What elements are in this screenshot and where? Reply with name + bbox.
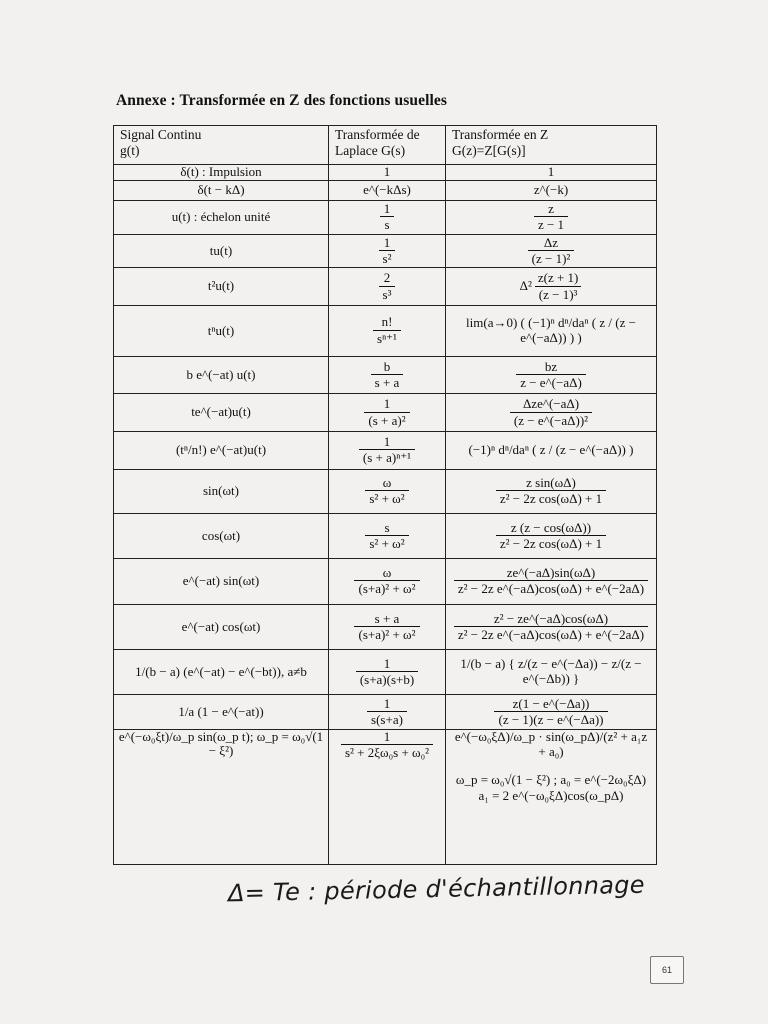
fraction xyxy=(510,397,592,428)
numerator: z(z + 1) xyxy=(537,270,579,286)
signal-text: 1/(b − a) (e^(−at) − e^(−bt)), a≠b xyxy=(135,664,307,680)
laplace-cell xyxy=(329,558,446,604)
fraction xyxy=(379,271,396,302)
denominator: (z − 1)² xyxy=(528,250,575,266)
z-transform-cell xyxy=(446,729,657,864)
denominator: s + a xyxy=(371,374,404,390)
header-z: Transformée en Z G(z)=Z[G(s)] xyxy=(446,126,657,165)
formula: e^(−ω₀ξΔ)/ω_p · sin(ω_pΔ)/(z² + a₁z + a₀) xyxy=(454,729,648,759)
table-row xyxy=(114,469,657,514)
z-transform-cell xyxy=(446,514,657,559)
laplace-cell xyxy=(329,650,446,695)
signal-cell xyxy=(114,234,329,268)
z-transform-cell xyxy=(446,164,657,180)
formula-prefix: Δ² xyxy=(519,278,532,294)
z-transform-table xyxy=(113,125,657,865)
table-row xyxy=(114,394,657,432)
signal-cell xyxy=(114,305,329,356)
laplace-cell xyxy=(329,268,446,306)
signal-text: (tⁿ/n!) e^(−at)u(t) xyxy=(175,442,267,458)
signal-text: δ(t) : Impulsion xyxy=(180,164,262,180)
denominator: s² + ω² xyxy=(365,490,408,506)
signal-text: sin(ωt) xyxy=(203,483,239,499)
denominator: s³ xyxy=(379,286,396,302)
laplace-cell xyxy=(329,469,446,514)
signal-text: tⁿu(t) xyxy=(207,322,235,338)
formula: z^(−k) xyxy=(533,182,569,197)
fraction xyxy=(496,476,606,507)
laplace-cell xyxy=(329,164,446,180)
signal-cell xyxy=(114,558,329,604)
denominator: z − 1 xyxy=(534,216,568,232)
fraction xyxy=(534,202,568,233)
signal-text: 1/a (1 − e^(−at)) xyxy=(178,703,264,719)
denominator: s xyxy=(380,216,393,232)
table-row xyxy=(114,729,657,864)
table-row xyxy=(114,234,657,268)
denominator: z − e^(−aΔ) xyxy=(516,374,586,390)
fraction xyxy=(341,730,433,761)
numerator: z² − ze^(−aΔ)cos(ωΔ) xyxy=(493,610,609,626)
laplace-cell xyxy=(329,201,446,235)
denominator: (s + a)ⁿ⁺¹ xyxy=(359,449,415,465)
signal-cell xyxy=(114,729,329,864)
denominator: sⁿ⁺¹ xyxy=(373,330,401,346)
denominator: z² − 2z e^(−aΔ)cos(ωΔ) + e^(−2aΔ) xyxy=(454,580,648,596)
numerator: 2 xyxy=(383,270,391,286)
header-signal: Signal Continu g(t) xyxy=(114,126,329,165)
numerator: 1 xyxy=(383,201,391,217)
table-row xyxy=(114,201,657,235)
signal-cell xyxy=(114,695,329,730)
numerator: ω xyxy=(382,475,392,491)
laplace-cell xyxy=(329,729,446,864)
denominator: s² + ω² xyxy=(365,535,408,551)
fraction xyxy=(365,521,408,552)
signal-text: u(t) : échelon unité xyxy=(171,209,271,225)
numerator: s + a xyxy=(374,610,400,626)
denominator: z² − 2z cos(ωΔ) + 1 xyxy=(496,535,606,551)
fraction xyxy=(373,315,401,346)
signal-cell xyxy=(114,431,329,469)
formula: e^(−kΔs) xyxy=(363,182,411,197)
denominator: (z − 1)³ xyxy=(535,286,582,302)
z-transform-cell xyxy=(446,469,657,514)
formula: (−1)ⁿ dⁿ/daⁿ ( z / (z − e^(−aΔ)) ) xyxy=(468,441,634,457)
laplace-cell xyxy=(329,234,446,268)
fraction xyxy=(534,271,583,302)
signal-text: e^(−at) sin(ωt) xyxy=(182,573,260,589)
numerator: 1 xyxy=(383,396,391,412)
formula: 1/(b − a) { z/(z − e^(−Δa)) − z/(z − e^(−Δb)) } xyxy=(460,656,642,687)
z-transform-cell xyxy=(446,650,657,695)
fraction xyxy=(379,236,396,267)
signal-cell xyxy=(114,469,329,514)
z-transform-cell xyxy=(446,201,657,235)
z-transform-cell xyxy=(446,558,657,604)
signal-cell xyxy=(114,514,329,559)
table-header-row xyxy=(114,126,657,165)
signal-cell xyxy=(114,650,329,695)
numerator: b xyxy=(383,358,391,374)
formula-extra: ω_p = ω₀√(1 − ξ²) ; a₀ = e^(−2ω₀ξΔ) a₁ = 2 e^(−ω₀ξΔ)cos(ω_pΔ) xyxy=(455,771,647,804)
table-row xyxy=(114,650,657,695)
signal-cell xyxy=(114,394,329,432)
signal-text: cos(ωt) xyxy=(201,527,241,543)
z-transform-cell xyxy=(446,394,657,432)
fraction xyxy=(454,612,648,643)
table-row xyxy=(114,604,657,650)
laplace-cell xyxy=(329,356,446,394)
table-row xyxy=(114,305,657,356)
fraction xyxy=(364,397,409,428)
signal-cell xyxy=(114,604,329,650)
signal-cell xyxy=(114,201,329,235)
signal-text: e^(−at) cos(ωt) xyxy=(181,618,261,634)
signal-text: tu(t) xyxy=(209,242,233,258)
numerator: Δz xyxy=(543,234,559,250)
numerator: 1 xyxy=(383,655,391,671)
numerator: 1 xyxy=(383,695,391,711)
z-transform-cell xyxy=(446,180,657,200)
denominator: s² xyxy=(379,250,396,266)
z-transform-cell xyxy=(446,431,657,469)
table-row xyxy=(114,514,657,559)
laplace-cell xyxy=(329,695,446,730)
signal-text: δ(t − kΔ) xyxy=(197,182,245,198)
denominator: (s+a)² + ω² xyxy=(354,626,419,642)
signal-text: t²u(t) xyxy=(207,278,235,294)
numerator: 1 xyxy=(383,234,391,250)
z-transform-cell xyxy=(446,695,657,730)
denominator: (z − 1)(z − e^(−Δa)) xyxy=(494,711,607,727)
numerator: 1 xyxy=(383,433,391,449)
table-row xyxy=(114,180,657,200)
numerator: ω xyxy=(382,565,392,580)
signal-text: te^(−at)u(t) xyxy=(191,404,251,420)
fraction xyxy=(516,360,586,391)
denominator: s² + 2ξω₀s + ω₀² xyxy=(341,744,433,760)
fraction xyxy=(365,476,408,507)
table-row xyxy=(114,431,657,469)
numerator: 1 xyxy=(383,729,391,744)
fraction xyxy=(380,202,395,233)
page-number: 61 xyxy=(650,956,684,984)
denominator: z² − 2z e^(−aΔ)cos(ωΔ) + e^(−2aΔ) xyxy=(454,626,648,642)
numerator: z xyxy=(548,201,554,217)
denominator: (s+a)(s+b) xyxy=(356,671,418,687)
table-row xyxy=(114,268,657,306)
signal-cell xyxy=(114,268,329,306)
numerator: Δze^(−aΔ) xyxy=(522,396,580,412)
table-row xyxy=(114,356,657,394)
denominator: (s+a)² + ω² xyxy=(354,580,419,596)
fraction xyxy=(496,521,606,552)
z-transform-cell xyxy=(446,268,657,306)
laplace-cell xyxy=(329,394,446,432)
denominator: (s + a)² xyxy=(364,412,409,428)
handwritten-footnote: Δ= Te : période d'échantillonnage xyxy=(227,870,646,908)
signal-cell xyxy=(114,180,329,200)
fraction xyxy=(454,566,648,597)
signal-text: b e^(−at) u(t) xyxy=(186,366,256,382)
numerator: z sin(ωΔ) xyxy=(526,475,576,491)
formula: 1 xyxy=(383,164,391,179)
numerator: bz xyxy=(544,358,558,374)
z-transform-cell xyxy=(446,356,657,394)
denominator: (z − e^(−aΔ))² xyxy=(510,412,592,428)
numerator: z(1 − e^(−Δa)) xyxy=(512,695,590,711)
fraction xyxy=(354,566,419,597)
signal-cell xyxy=(114,164,329,180)
laplace-cell xyxy=(329,431,446,469)
fraction xyxy=(371,360,404,391)
z-transform-cell xyxy=(446,305,657,356)
table-row xyxy=(114,695,657,730)
table-row xyxy=(114,558,657,604)
fraction xyxy=(356,657,418,688)
z-transform-cell xyxy=(446,604,657,650)
signal-cell xyxy=(114,356,329,394)
fraction xyxy=(494,697,607,728)
fraction xyxy=(528,236,575,267)
denominator: s(s+a) xyxy=(367,711,407,727)
numerator: ze^(−aΔ)sin(ωΔ) xyxy=(506,565,596,580)
laplace-cell xyxy=(329,604,446,650)
page-title: Annexe : Transformée en Z des fonctions usuelles xyxy=(116,92,448,109)
numerator: s xyxy=(384,519,390,535)
laplace-cell xyxy=(329,180,446,200)
laplace-cell xyxy=(329,514,446,559)
fraction xyxy=(367,697,407,728)
denominator: z² − 2z cos(ωΔ) + 1 xyxy=(496,490,606,506)
numerator: z (z − cos(ωΔ)) xyxy=(510,519,592,535)
laplace-cell xyxy=(329,305,446,356)
z-transform-cell xyxy=(446,234,657,268)
header-laplace: Transformée de Laplace G(s) xyxy=(329,126,446,165)
fraction xyxy=(354,612,419,643)
fraction xyxy=(359,435,415,466)
formula: 1 xyxy=(547,164,555,179)
table-row xyxy=(114,164,657,180)
numerator: n! xyxy=(381,314,393,330)
signal-text: e^(−ω₀ξt)/ω_p sin(ω_p t); ω_p = ω₀√(1 − ξ²) xyxy=(118,729,324,758)
formula: lim(a→0) ( (−1)ⁿ dⁿ/daⁿ ( z / (z − e^(−aΔ)) ) ) xyxy=(466,314,636,345)
